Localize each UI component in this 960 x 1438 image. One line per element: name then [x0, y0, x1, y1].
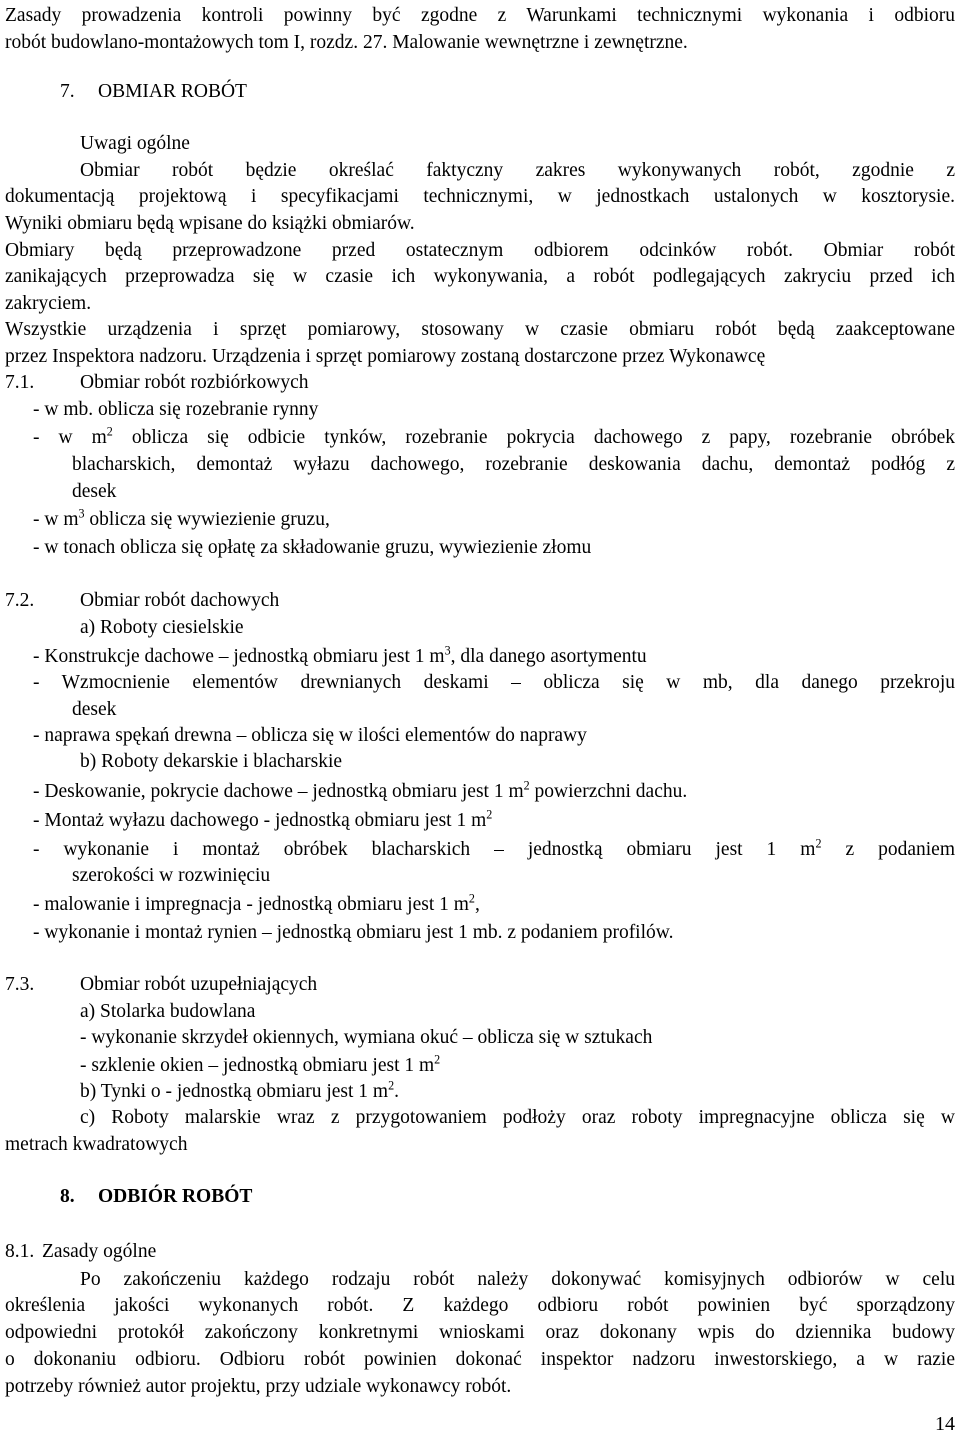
intro-line: Zasady prowadzenia kontroli powinny być zgodne z Warunkami technicznymi wykonania i odbioru: [5, 5, 955, 26]
list-item: - Wzmocnienie elementów drewnianych deskami – oblicza się w mb, dla danego przekroju: [33, 672, 955, 693]
paragraph-line: przez Inspektora nadzoru. Urządzenia i sprzęt pomiarowy zostaną dostarczone przez Wykonawcę: [5, 346, 766, 367]
page-number: 14: [935, 1413, 955, 1435]
subsection-title: Obmiar robót rozbiórkowych: [80, 372, 309, 393]
list-item: - w mb. oblicza się rozebranie rynny: [33, 399, 319, 420]
section-number: 8.: [60, 1186, 75, 1207]
subsection-number: 7.1.: [5, 372, 35, 393]
subheading: a) Stolarka budowlana: [80, 1001, 256, 1022]
paragraph-line: c) Roboty malarskie wraz z przygotowaniem podłoży oraz roboty impregnacyjne oblicza się w: [80, 1107, 955, 1128]
paragraph-line: metrach kwadratowych: [5, 1134, 188, 1155]
list-item: desek: [72, 481, 117, 502]
paragraph-line: zakryciem.: [5, 293, 92, 314]
section-number: 7.: [60, 81, 75, 102]
paragraph-line: Wszystkie urządzenia i sprzęt pomiarowy, stosowany w czasie obmiaru robót będą zaakceptowane: [5, 319, 955, 340]
subheading: a) Roboty ciesielskie: [80, 617, 244, 638]
subsection-number: 8.1.: [5, 1241, 35, 1262]
paragraph-line: potrzeby również autor projektu, przy udziale wykonawcy robót.: [5, 1376, 512, 1397]
paragraph-line: dokumentacją projektową i specyfikacjami technicznymi, w jednostkach ustalonych w kosztorysie.: [5, 186, 955, 207]
list-item: - wykonanie i montaż obróbek blacharskich – jednostką obmiaru jest 1 $m^2$ z podaniem: [33, 836, 955, 860]
list-item: - malowanie i impregnacja - jednostką obmiaru jest 1 $m^2$,: [33, 891, 480, 915]
subheading: b) Roboty dekarskie i blacharskie: [80, 751, 343, 772]
list-item: - Deskowanie, pokrycie dachowe – jednostką obmiaru jest 1 $m^2$ powierzchni dachu.: [33, 778, 688, 802]
subsection-number: 7.2.: [5, 590, 35, 611]
list-item: - w $m^2$ oblicza się odbicie tynków, rozebranie pokrycia dachowego z papy, rozebranie obróbek: [33, 424, 955, 448]
list-item: - szklenie okien – jednostką obmiaru jest 1 $m^2$: [80, 1052, 441, 1076]
list-item: blacharskich, demontaż wyłazu dachowego, rozebranie deskowania dachu, demontaż podłóg z: [72, 454, 955, 475]
list-item: desek: [72, 699, 117, 720]
paragraph-line: Obmiary będą przeprowadzone przed ostatecznym odbiorem odcinków robót. Obmiar robót: [5, 240, 955, 261]
subsection-number: 7.3.: [5, 974, 35, 995]
paragraph-line: odpowiedni protokół zakończony konkretnymi wnioskami oraz dokonany wpis do dziennika budowy: [5, 1322, 955, 1343]
subsection-title: Zasady ogólne: [42, 1241, 157, 1262]
list-item: - Konstrukcje dachowe – jednostką obmiaru jest 1 $m^3$, dla danego asortymentu: [33, 643, 647, 667]
list-item: - w tonach oblicza się opłatę za składowanie gruzu, wywiezienie złomu: [33, 537, 592, 558]
list-item: szerokości w rozwinięciu: [72, 865, 271, 886]
list-item: - naprawa spękań drewna – oblicza się w ilości elementów do naprawy: [33, 725, 587, 746]
paragraph-line: Po zakończeniu każdego rodzaju robót należy dokonywać komisyjnych odbiorów w celu: [80, 1269, 955, 1290]
paragraph-line: zanikających przeprowadza się w czasie ich wykonywania, a robót podlegających zakryciu przed ich: [5, 266, 955, 287]
section-title: ODBIÓR ROBÓT: [98, 1186, 253, 1207]
paragraph-line: określenia jakości wykonanych robót. Z każdego odbioru robót powinien być sporządzony: [5, 1295, 955, 1316]
subheading: Uwagi ogólne: [80, 133, 190, 154]
intro-line: robót budowlano-montażowych tom I, rozdz. 27. Malowanie wewnętrzne i zewnętrzne.: [5, 32, 688, 53]
list-item: - w $m^3$ oblicza się wywiezienie gruzu,: [33, 506, 330, 530]
list-item: - wykonanie i montaż rynien – jednostką obmiaru jest 1 mb. z podaniem profilów.: [33, 922, 674, 943]
paragraph-line: Obmiar robót będzie określać faktyczny zakres wykonywanych robót, zgodnie z: [80, 160, 955, 181]
list-item: - Montaż wyłazu dachowego - jednostką obmiaru jest 1 $m^2$: [33, 807, 493, 831]
paragraph-line: o dokonaniu odbioru. Odbioru robót powinien dokonać inspektor nadzoru inwestorskiego, a w razie: [5, 1349, 955, 1370]
list-item: - wykonanie skrzydeł okiennych, wymiana okuć – oblicza się w sztukach: [80, 1027, 653, 1048]
subheading: b) Tynki o - jednostką obmiaru jest 1 $m^2$.: [80, 1078, 399, 1102]
paragraph-line: Wyniki obmiaru będą wpisane do książki obmiarów.: [5, 213, 415, 234]
section-title: OBMIAR ROBÓT: [98, 81, 247, 102]
subsection-title: Obmiar robót uzupełniających: [80, 974, 318, 995]
subsection-title: Obmiar robót dachowych: [80, 590, 280, 611]
